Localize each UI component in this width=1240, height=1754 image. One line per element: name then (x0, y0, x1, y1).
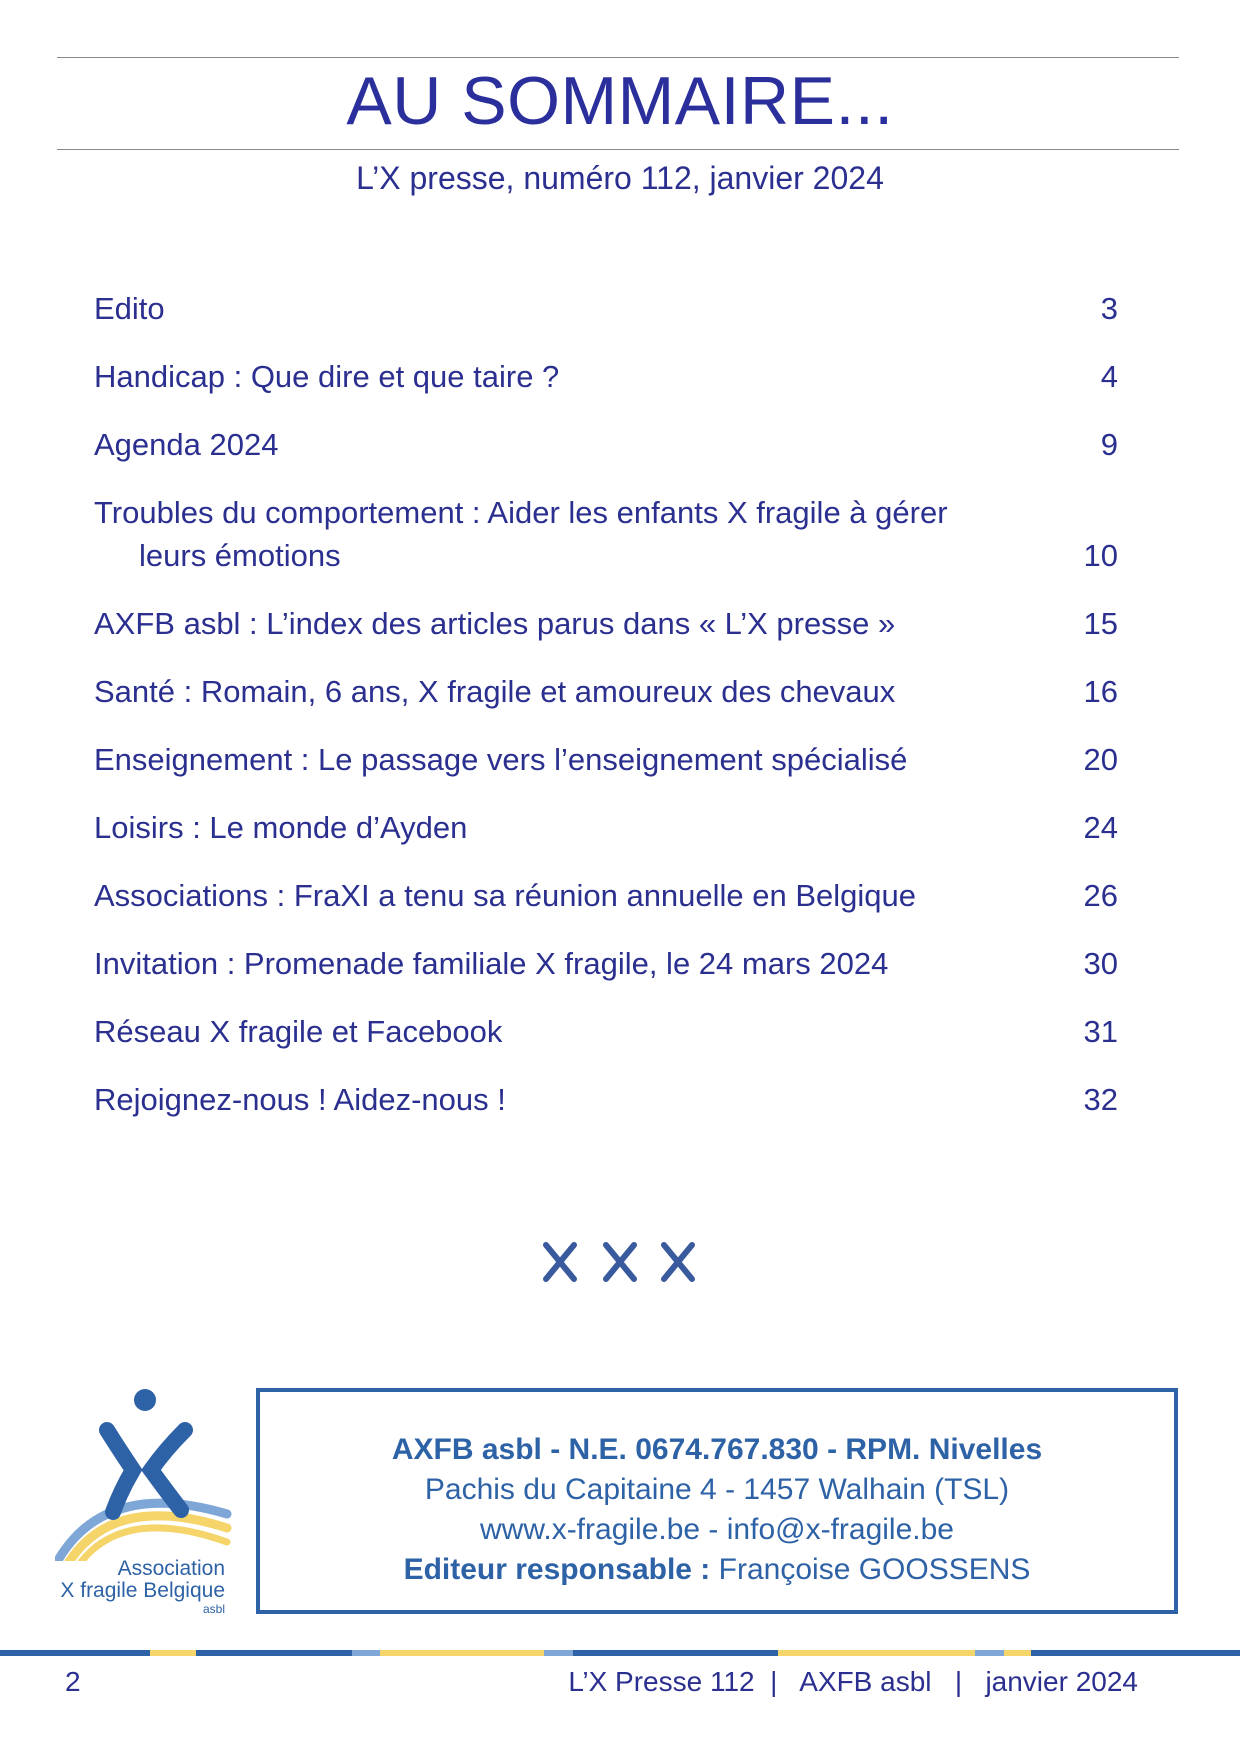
toc-item-title: Rejoignez-nous ! Aidez-nous ! (94, 1082, 506, 1117)
logo-caption-line3: asbl (202, 1602, 225, 1616)
toc-item-title: Loisirs : Le monde d’Ayden (94, 810, 468, 845)
toc-item[interactable] (94, 423, 1118, 466)
toc-item[interactable] (94, 355, 1118, 398)
toc-item-page: 31 (1083, 1014, 1118, 1049)
toc-item[interactable] (94, 670, 1118, 713)
editor-name: Françoise GOOSSENS (718, 1553, 1031, 1586)
page-title: AU SOMMAIRE... (346, 63, 894, 139)
toc-item-page: 9 (1100, 427, 1118, 462)
toc-item-title: Invitation : Promenade familiale X fragile, le 24 mars 2024 (94, 946, 889, 981)
toc-item-page: 24 (1083, 810, 1118, 845)
toc-item-title: Enseignement : Le passage vers l’enseignement spécialisé (94, 742, 908, 777)
toc-item-title: Associations : FraXI a tenu sa réunion annuelle en Belgique (94, 878, 917, 913)
toc-item-page: 20 (1083, 742, 1118, 777)
toc-item[interactable] (94, 874, 1118, 917)
editor-line (260, 1550, 1174, 1590)
xxx-divider-icon (540, 1237, 700, 1287)
toc-item-title: Troubles du comportement : Aider les enfants X fragile à gérer (94, 495, 948, 530)
toc-item-page: 32 (1083, 1082, 1118, 1117)
toc-item[interactable] (94, 287, 1118, 330)
logo-caption (55, 1558, 225, 1616)
toc-item[interactable] (94, 1010, 1118, 1053)
publisher-registration (260, 1430, 1174, 1470)
toc-item[interactable] (94, 942, 1118, 985)
toc-item[interactable] (94, 738, 1118, 781)
axfb-logo (55, 1386, 235, 1626)
toc-item-page: 4 (1100, 359, 1118, 394)
axfb-logo-icon (55, 1386, 235, 1561)
editor-label: Editeur responsable : (403, 1553, 711, 1586)
toc-item-title: Agenda 2024 (94, 427, 279, 462)
toc-item-page: 3 (1100, 291, 1118, 326)
top-rule (57, 57, 1179, 58)
logo-caption-line1: Association (117, 1557, 225, 1580)
publisher-web-email[interactable]: www.x-fragile.be - info@x-fragile.be (480, 1513, 954, 1546)
issue-subtitle: L’X presse, numéro 112, janvier 2024 (356, 160, 884, 196)
toc-item-title-continuation: leurs émotions (139, 538, 341, 573)
toc-item[interactable] (94, 1078, 1118, 1121)
page-number: 2 (65, 1666, 81, 1697)
publisher-address: Pachis du Capitaine 4 - 1457 Walhain (TSL) (424, 1473, 1010, 1506)
toc-item-title-wrap (94, 491, 1024, 577)
footer-color-stripe (0, 1650, 1240, 1656)
toc-item[interactable] (94, 602, 1118, 645)
toc-item-title: Réseau X fragile et Facebook (94, 1014, 503, 1049)
toc-item-title: AXFB asbl : L’index des articles parus dans « L’X presse » (94, 606, 896, 641)
toc-item-page: 26 (1083, 878, 1118, 913)
toc-item-title: Edito (94, 291, 165, 326)
toc-item-page: 16 (1083, 674, 1118, 709)
logo-caption-line2: X fragile Belgique (60, 1579, 225, 1602)
toc-item-page: 10 (1083, 538, 1118, 573)
toc-item[interactable] (94, 806, 1118, 849)
toc-item[interactable] (94, 491, 1118, 577)
title-rule (57, 149, 1179, 150)
toc-item-title: Handicap : Que dire et que taire ? (94, 359, 560, 394)
toc-item-page: 15 (1083, 606, 1118, 641)
publisher-info-box (256, 1388, 1178, 1614)
running-footer: L’X Presse 112 | AXFB asbl | janvier 2024 (568, 1666, 1138, 1697)
toc-item-page: 30 (1083, 946, 1118, 981)
toc-item-title: Santé : Romain, 6 ans, X fragile et amoureux des chevaux (94, 674, 896, 709)
publisher-registration-text: AXFB asbl - N.E. 0674.767.830 - RPM. Nivelles (391, 1433, 1043, 1466)
